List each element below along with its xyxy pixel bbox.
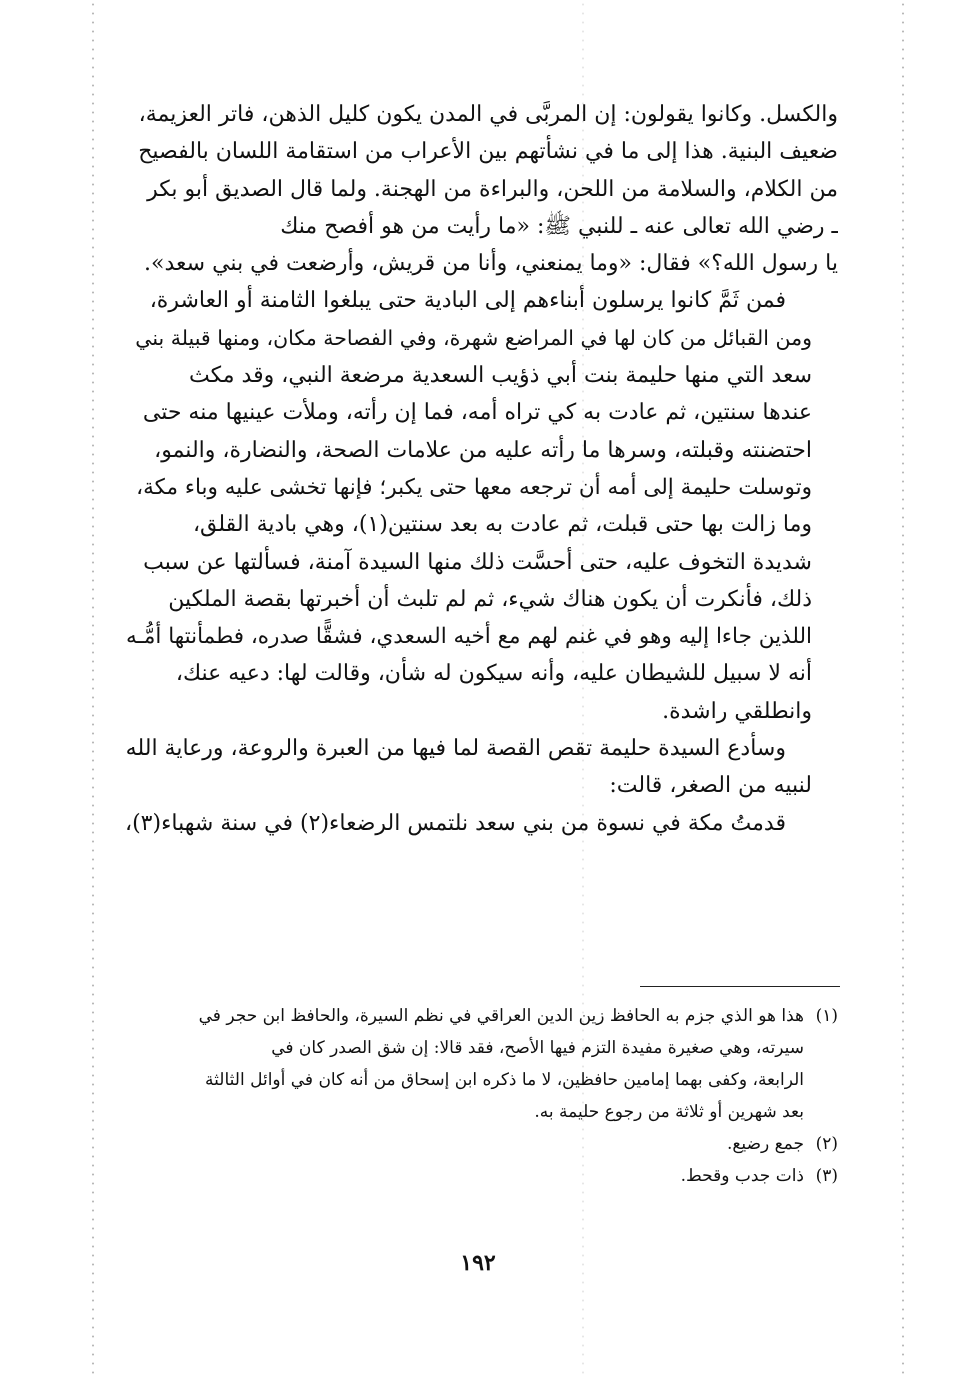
footnote-line: بعد شهرين أو ثلاثة من رجوع حليمة به. (534, 1102, 804, 1122)
footnote-number: (١) (815, 1006, 838, 1026)
text-line: وانطلقي راشدة. (662, 698, 812, 724)
text-line: اللذين جاءا إليه وهو في غنم لهم مع أخيه السعدي، فشقًّا صدره، فطمأنتها أمُّـه (126, 624, 812, 650)
text-line: ومن القبائل من كان لها في المراضع شهرة، وفي الفصاحة مكان، ومنها قبيلة بني (135, 325, 812, 350)
text-line: فمن ثَمَّ كانوا يرسلون أبناءهم إلى البادية حتى يبلغوا الثامنة أو العاشرة، (149, 288, 786, 314)
main-text (122, 96, 838, 842)
paragraph-1 (122, 96, 838, 282)
text-line: ـ رضي الله تعالى عنه ـ للنبي ﷺ: «ما رأيت من هو أفصح منك (280, 213, 838, 239)
footnote-number: (٣) (815, 1166, 838, 1186)
footnote-separator (640, 986, 840, 987)
footnote-line: هذا هو الذي جزم به الحافظ زين الدين العراقي في نظم السيرة، والحافظ ابن حجر في (198, 1006, 804, 1026)
footnote-text (122, 1160, 804, 1192)
text-line: وسأدع السيدة حليمة تقص القصة لما فيها من العبرة والروعة، ورعاية الله (125, 736, 786, 762)
text-line: شديدة التخوف عليه، حتى أحسَّت ذلك منها السيدة آمنة، فسألتها عن سبب (143, 549, 812, 575)
footnote-2 (122, 1128, 838, 1160)
text-line: ذلك، فأنكرت أن يكون هناك شيء، ثم لم تلبث أن أخبرتها بقصة الملكين (168, 586, 812, 612)
footnote-text (122, 1000, 804, 1128)
footnote-3 (122, 1160, 838, 1192)
text-line: لنبيه من الصغر، قالت: (609, 773, 812, 799)
page-number: ١٩٢ (460, 1250, 496, 1276)
footnote-line: ذات جدب وقحط. (680, 1166, 804, 1186)
scan-margin-dots-right (902, 0, 904, 1374)
footnote-line: سيرته، وهي صغيرة مفيدة التزم فيها الأصح، فقد قالا: إن شق الصدر كان في (271, 1038, 804, 1058)
footnote-1 (122, 1000, 838, 1128)
paragraph-4 (122, 805, 838, 842)
text-line: والكسل. وكانوا يقولون: إن المربَّى في المدن يكون كليل الذهن، فاتر العزيمة، (138, 102, 838, 127)
text-line: ضعيف البنية. هذا إلى ما في نشأتهم بين الأعراب من استقامة اللسان بالفصيح (138, 139, 838, 165)
footnote-number: (٢) (815, 1134, 838, 1154)
footnote-text (122, 1128, 804, 1160)
text-line: وتوسلت حليمة إلى أمه أن ترجعه معها حتى يكبر؛ فإنها تخشى عليه وباء مكة، (136, 474, 812, 500)
text-line: احتضنته وقبلته، وسرها ما رأته عليه من علامات الصحة، والنضارة، والنمو، (154, 437, 812, 463)
text-line: يا رسول الله؟» فقال: «وما يمنعني، وأنا من قريش، وأرضعت في بني سعد». (144, 251, 838, 277)
paragraph-2 (122, 282, 838, 730)
text-line: عندها سنتين، ثم عادت به كي تراه أمه، فما إن رأته، وملأت عينيها منه حتى (142, 400, 812, 426)
text-line: قدمتُ مكة في نسوة من بني سعد نلتمس الرضعاء(٢) في سنة شهباء(٣)، (124, 810, 786, 836)
text-line: أنه لا سبيل للشيطان عليه، وأنه سيكون له شأن، وقالت لها: دعيه عنك، (175, 661, 812, 687)
text-line: وما زالت بها حتى قبلت، ثم عادت به بعد سنتين(١)، وهي بادية القلق، (192, 512, 812, 538)
text-line: سعد التي منها حليمة بنت أبي ذؤيب السعدية مرضعة النبي، وقد مكث (189, 363, 812, 389)
text-line: من الكلام، والسلامة من اللحن، والبراءة من الهجنة. ولما قال الصديق أبو بكر (147, 176, 838, 202)
footnote-line: الرابعة، وكفى بهما إمامين حافظين، لا ما ذكره ابن إسحاق من أنه كان في أوائل الثالثة (205, 1070, 804, 1090)
scan-margin-dots-left (92, 0, 94, 1374)
footnotes (122, 1000, 838, 1192)
footnote-line: جمع رضيع. (726, 1134, 804, 1154)
paragraph-3 (122, 730, 838, 805)
